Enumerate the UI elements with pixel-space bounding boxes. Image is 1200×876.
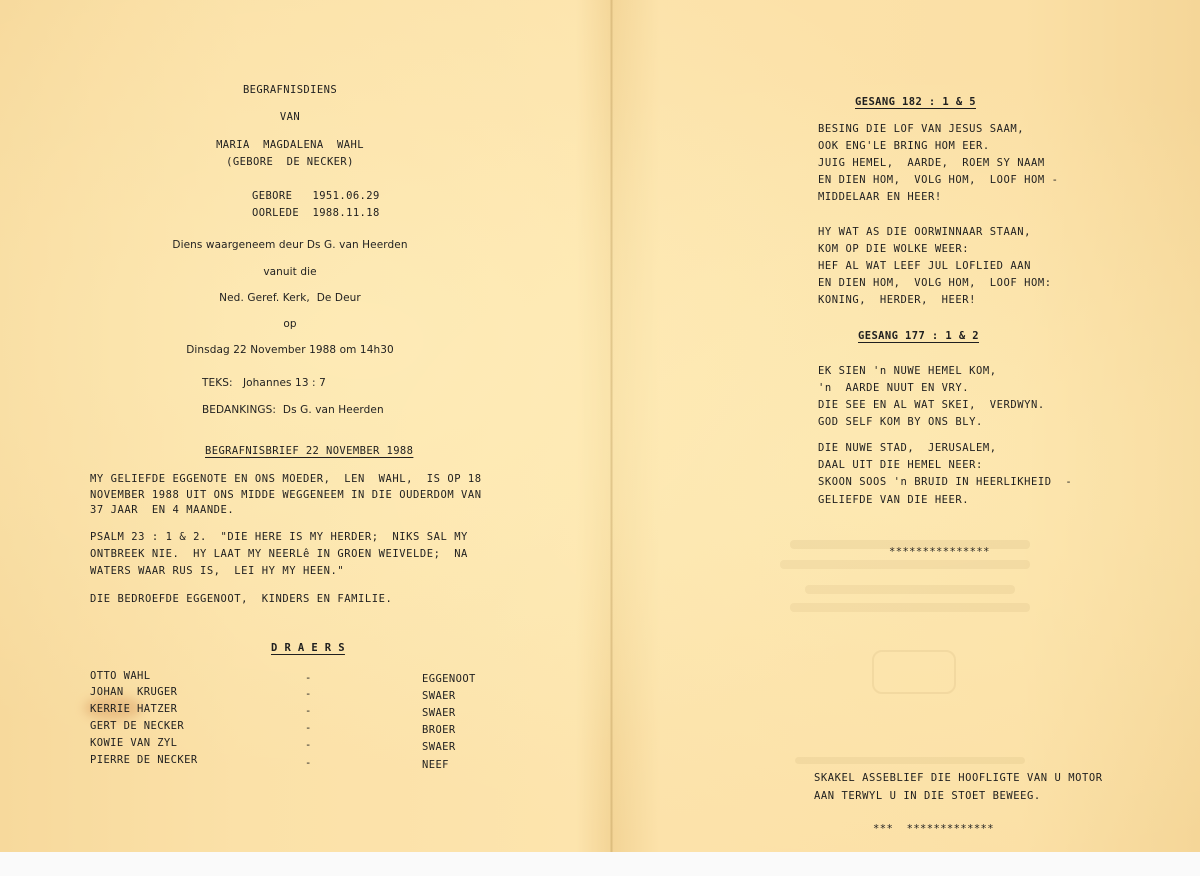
death-date: OORLEDE 1988.11.18	[252, 207, 380, 219]
service-title: BEGRAFNISDIENS	[242, 84, 338, 96]
hymn-line: DIE SEE EN AL WAT SKEI, VERDWYN.	[818, 399, 1045, 411]
psalm-line: ONTBREEK NIE. HY LAAT MY NEERLê IN GROEN WEIVELDE; NA	[90, 548, 468, 560]
scan-background	[0, 852, 1200, 876]
hymn-line: DIE NUWE STAD, JERUSALEM,	[818, 442, 997, 454]
scripture-text: TEKS: Johannes 13 : 7	[202, 377, 326, 389]
deceased-name: MARIA MAGDALENA WAHL	[216, 139, 364, 151]
birth-date: GEBORE 1951.06.29	[252, 190, 380, 202]
on-label: op	[283, 318, 297, 330]
service-date-time: Dinsdag 22 November 1988 om 14h30	[186, 344, 394, 356]
hymn-line: HY WAT AS DIE OORWINNAAR STAAN,	[818, 226, 1032, 238]
separator-stars-bottom: *** *************	[873, 823, 994, 835]
bearer-name: OTTO WAHL	[90, 670, 151, 682]
hymn-line: EN DIEN HOM, VOLG HOM, LOOF HOM:	[818, 277, 1052, 289]
letter-line: 37 JAAR EN 4 MAANDE.	[90, 504, 235, 516]
bearer-relation: SWAER	[422, 707, 456, 719]
bearer-relation: EGGENOOT	[422, 673, 476, 685]
notice-line: AAN TERWYL U IN DIE STOET BEWEEG.	[814, 790, 1041, 802]
hymn-182-heading: GESANG 182 : 1 & 5	[855, 96, 976, 108]
center-fold	[610, 0, 613, 852]
hymn-line: HEF AL WAT LEEF JUL LOFLIED AAN	[818, 260, 1032, 272]
psalm-line: PSALM 23 : 1 & 2. "DIE HERE IS MY HERDER; NIKS SAL MY	[90, 531, 468, 543]
hymn-line: GELIEFDE VAN DIE HEER.	[818, 494, 970, 506]
hymn-line: SKOON SOOS 'n BRUID IN HEERLIKHEID -	[818, 476, 1073, 488]
letter-line: NOVEMBER 1988 UIT ONS MIDDE WEGGENEEM IN DIE OUDERDOM VAN	[90, 489, 482, 501]
maiden-name: (GEBORE DE NECKER)	[226, 156, 354, 168]
bearer-relation: NEEF	[422, 759, 449, 771]
bearer-name: KOWIE VAN ZYL	[90, 737, 178, 749]
bearer-name: PIERRE DE NECKER	[90, 754, 198, 766]
hymn-177-heading: GESANG 177 : 1 & 2	[858, 330, 979, 342]
hymn-line: EK SIEN 'n NUWE HEMEL KOM,	[818, 365, 997, 377]
hymn-line: MIDDELAAR EN HEER!	[818, 191, 942, 203]
hymn-line: EN DIEN HOM, VOLG HOM, LOOF HOM -	[818, 174, 1059, 186]
bearer-relation: BROER	[422, 724, 456, 736]
hymn-line: 'n AARDE NUUT EN VRY.	[818, 382, 970, 394]
letter-line: MY GELIEFDE EGGENOTE EN ONS MOEDER, LEN WAHL, IS OP 18	[90, 473, 482, 485]
bearer-dash: -	[305, 705, 312, 717]
bearer-name: GERT DE NECKER	[90, 720, 185, 732]
hymn-line: KOM OP DIE WOLKE WEER:	[818, 243, 970, 255]
bearer-dash: -	[305, 688, 312, 700]
thanks-line: BEDANKINGS: Ds G. van Heerden	[202, 404, 384, 416]
bearer-name: JOHAN KRUGER	[90, 686, 178, 698]
church-name: Ned. Geref. Kerk, De Deur	[219, 292, 361, 304]
from-label: vanuit die	[263, 266, 317, 278]
van-label: VAN	[279, 111, 301, 123]
hymn-line: DAAL UIT DIE HEMEL NEER:	[818, 459, 983, 471]
funeral-letter-heading: BEGRAFNISBRIEF 22 NOVEMBER 1988	[205, 445, 414, 457]
bearer-dash: -	[305, 722, 312, 734]
hymn-line: JUIG HEMEL, AARDE, ROEM SY NAAM	[818, 157, 1045, 169]
psalm-line: WATERS WAAR RUS IS, LEI HY MY HEEN."	[90, 565, 345, 577]
officiant-line: Diens waargeneem deur Ds G. van Heerden	[172, 239, 408, 251]
hymn-line: BESING DIE LOF VAN JESUS SAAM,	[818, 123, 1025, 135]
notice-line: SKAKEL ASSEBLIEF DIE HOOFLIGTE VAN U MOTOR	[814, 772, 1103, 784]
separator-stars: ***************	[889, 546, 990, 558]
bearer-relation: SWAER	[422, 690, 456, 702]
hymn-line: OOK ENG'LE BRING HOM EER.	[818, 140, 990, 152]
bearer-dash: -	[305, 739, 312, 751]
bearer-dash: -	[305, 757, 312, 769]
hymn-line: KONING, HERDER, HEER!	[818, 294, 977, 306]
bearer-dash: -	[305, 672, 312, 684]
bearers-heading: D R A E R S	[271, 642, 345, 654]
bearer-relation: SWAER	[422, 741, 456, 753]
bearer-name: KERRIE HATZER	[90, 703, 178, 715]
hymn-line: GOD SELF KOM BY ONS BLY.	[818, 416, 983, 428]
signoff: DIE BEDROEFDE EGGENOOT, KINDERS EN FAMILIE.	[90, 593, 393, 605]
